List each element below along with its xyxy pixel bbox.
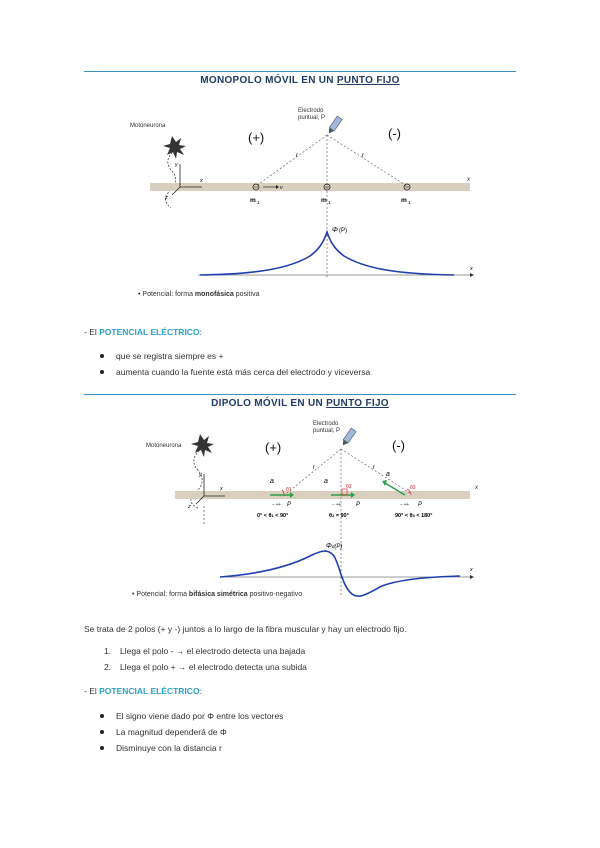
svg-text:puntual, P: puntual, P — [313, 428, 341, 434]
dipole-description: Se trata de 2 polos (+ y -) juntos a lo largo de la fibra muscular y hay un electrodo fijo. — [84, 624, 407, 634]
svg-text:a: a — [386, 471, 390, 478]
biphasic-curve — [220, 551, 460, 596]
svg-text:− •+: − •+ — [272, 502, 281, 508]
dipole-right — [382, 471, 422, 508]
svg-text:P: P — [418, 502, 423, 508]
list-item: 1. Llega el polo - → el electrodo detecta una bajada — [104, 646, 306, 656]
svg-text:− •+: − •+ — [400, 502, 409, 508]
list-item: que se registra siempre es + — [100, 351, 223, 361]
svg-text:Electrodo: Electrodo — [313, 421, 339, 427]
svg-text:r: r — [313, 465, 315, 471]
svg-text:m: m — [401, 197, 407, 204]
svg-text:x: x — [470, 567, 473, 573]
svg-text:θ3: θ3 — [410, 485, 416, 491]
motoneuron-label: Motoneurona — [130, 123, 166, 129]
svg-text:m: m — [321, 197, 327, 204]
muscle-fiber — [175, 491, 470, 499]
svg-text:z: z — [188, 504, 191, 510]
monopole-caption: • Potencial: forma monofásica positiva — [138, 291, 260, 298]
top-rule-1 — [84, 71, 516, 72]
svg-text:z: z — [165, 195, 168, 201]
svg-text:0° < θ1 < 90°: 0° < θ1 < 90° — [257, 513, 289, 519]
svg-text:r: r — [362, 153, 364, 159]
svg-text:puntual, P: puntual, P — [298, 115, 326, 121]
top-rule-2 — [84, 394, 516, 395]
svg-text:θ2: θ2 — [346, 484, 352, 490]
potencial-label-1: - El POTENCIAL ELÉCTRICO: — [84, 327, 202, 337]
svg-text:x: x — [470, 266, 473, 272]
svg-text:90° < θ3 < 180°: 90° < θ3 < 180° — [395, 513, 433, 519]
monopole-diagram — [120, 98, 480, 304]
svg-text:Φd(P): Φd(P) — [326, 543, 343, 550]
svg-text:(P): (P) — [339, 228, 347, 234]
list-item: La magnitud dependerá de Φ — [100, 727, 227, 737]
svg-text:1: 1 — [408, 200, 411, 205]
positive-label: (+) — [265, 440, 282, 455]
svg-text:− •+: − •+ — [332, 502, 341, 508]
svg-text:Motoneurona: Motoneurona — [146, 443, 182, 449]
svg-text:1: 1 — [328, 200, 331, 205]
svg-text:x: x — [467, 177, 470, 183]
svg-text:P: P — [356, 502, 361, 508]
list-item: 2. Llega el polo + → el electrodo detecta una subida — [104, 662, 307, 672]
svg-text:1: 1 — [257, 200, 260, 205]
svg-text:a: a — [270, 478, 274, 485]
list-item: El signo viene dado por Φ entre los vectores — [100, 711, 283, 721]
dipole-diagram — [120, 416, 480, 612]
dipole-caption: • Potencial: forma bifásica simétrica positivo-negativo — [132, 591, 303, 598]
negative-label: (-) — [388, 126, 401, 141]
svg-text:v: v — [280, 185, 283, 191]
title-link[interactable]: PUNTO FIJO — [336, 75, 400, 86]
svg-text:P: P — [287, 502, 292, 508]
monopole-figure — [120, 98, 480, 304]
svg-text:a: a — [324, 478, 328, 485]
svg-text:Electrodo: Electrodo — [298, 108, 324, 114]
potencial-label-2: - El POTENCIAL ELÉCTRICO: — [84, 686, 202, 696]
section-title-dipolo: DIPOLO MÓVIL EN UN PUNTO FIJO — [211, 398, 389, 409]
electrode-icon — [326, 116, 342, 135]
svg-text:x: x — [475, 485, 478, 491]
svg-text:y: y — [199, 472, 202, 478]
positive-label: (+) — [248, 130, 265, 145]
svg-text:r: r — [373, 465, 375, 471]
svg-text:x: x — [200, 178, 203, 184]
dipole-figure — [120, 416, 480, 612]
list-item: Disminuye con la distancia r — [100, 743, 222, 753]
svg-text:r: r — [296, 153, 298, 159]
svg-text:y: y — [175, 162, 178, 168]
negative-label: (-) — [392, 438, 405, 453]
svg-text:Φ: Φ — [332, 227, 338, 234]
electrode-icon — [340, 428, 356, 447]
svg-text:θ2 = 90°: θ2 = 90° — [329, 513, 349, 519]
svg-text:m: m — [250, 197, 256, 204]
title-link[interactable]: PUNTO FIJO — [326, 398, 389, 409]
list-item: aumenta cuando la fuente está más cerca del electrodo y viceversa — [100, 367, 370, 377]
svg-text:θ1: θ1 — [286, 487, 292, 493]
section-title-monopolo: MONOPOLO MÓVIL EN UN PUNTO FIJO — [200, 75, 400, 86]
svg-text:x: x — [220, 486, 223, 492]
